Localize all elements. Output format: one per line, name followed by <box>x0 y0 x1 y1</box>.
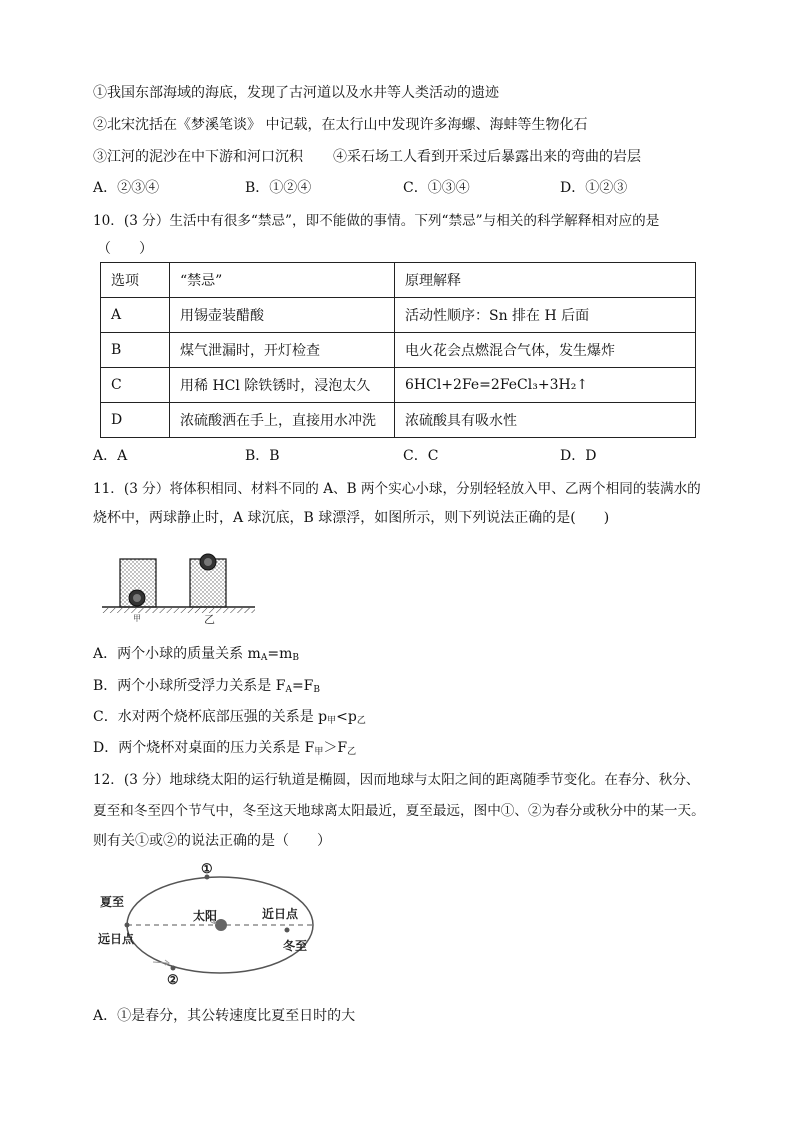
q11-beakers-figure <box>100 545 260 625</box>
q11-option-a-mid: =m <box>267 646 293 662</box>
table-header-cell: “禁忌” <box>170 263 395 298</box>
q11-option-a-sub2: B <box>292 653 299 663</box>
direction-arrow <box>153 962 167 963</box>
table-hatching <box>102 608 255 613</box>
q11-option-d-sub2: 乙 <box>347 747 357 757</box>
ball-b-highlight <box>204 558 212 566</box>
table-cell: 用稀 HCl 除铁锈时，浸泡太久 <box>170 368 395 403</box>
q10-stem: 10．(3 分）生活中有很多“禁忌”，即不能做的事情。下列“禁忌”与相关的科学解释相对应的是 <box>93 213 660 229</box>
q9-option-b[interactable]: B．①②④ <box>245 180 312 196</box>
q11-option-a-sub1: A <box>260 653 268 663</box>
q11-option-d-sub1: 甲 <box>314 747 324 757</box>
earth-position-aphelion <box>125 923 130 928</box>
q12-stem-line2: 夏至和冬至四个节气中，冬至这天地球离太阳最近，夏至最远，图中①、②为春分或秋分中的某一天。 <box>93 803 705 819</box>
table-cell: 煤气泄漏时，开灯检查 <box>170 333 395 368</box>
label-winter-solstice: 冬至 <box>283 939 308 953</box>
table-cell: 浓硫酸具有吸水性 <box>395 403 696 438</box>
q10-answer-blank: （ ） <box>97 241 153 257</box>
q11-option-b-mid: =F <box>291 678 314 694</box>
q10-option-d[interactable]: D．D <box>560 448 597 464</box>
q11-option-b-sub2: B <box>313 685 321 695</box>
q9-item-3: ③江河的泥沙在中下游和河口沉积 <box>93 149 303 165</box>
q11-option-d[interactable] <box>93 737 356 757</box>
q11-option-b-sub1: A <box>285 685 292 695</box>
label-two: ② <box>167 973 179 985</box>
table-row <box>101 368 696 403</box>
q11-option-a[interactable] <box>93 643 299 663</box>
ball-a-highlight <box>133 594 141 602</box>
label-aphelion: 远日点 <box>98 932 135 946</box>
label-perihelion: 近日点 <box>262 907 299 921</box>
label-sun: 太阳 <box>193 909 218 923</box>
table-header-cell: 原理解释 <box>395 263 696 298</box>
q11-option-c[interactable] <box>93 706 366 726</box>
q10-table <box>100 262 696 438</box>
q11-option-c-sub1: 甲 <box>327 716 337 726</box>
earth-position-2 <box>171 966 176 971</box>
table-cell: A <box>101 298 170 333</box>
q12-option-a[interactable]: A．①是春分，其公转速度比夏至日时的大 <box>93 1008 356 1024</box>
q11-option-a-text: A．两个小球的质量关系 m <box>93 646 261 662</box>
table-cell: B <box>101 333 170 368</box>
q10-option-c[interactable]: C．C <box>403 448 439 464</box>
q9-item-1: ①我国东部海域的海底，发现了古河道以及水井等人类活动的遗迹 <box>93 85 499 101</box>
table-cell: C <box>101 368 170 403</box>
q11-stem-line2: 烧杯中，两球静止时，A 球沉底，B 球漂浮，如图所示，则下列说法正确的是( ) <box>93 510 610 526</box>
q9-option-c[interactable]: C．①③④ <box>403 180 470 196</box>
q9-option-d[interactable]: D．①②③ <box>560 180 628 196</box>
table-row <box>101 298 696 333</box>
table-header-row <box>101 263 696 298</box>
table-header-cell: 选项 <box>101 263 170 298</box>
q9-option-a[interactable]: A．②③④ <box>93 180 160 196</box>
q11-option-d-text: D．两个烧杯对桌面的压力关系是 F <box>93 740 315 756</box>
q11-option-b-text: B．两个小球所受浮力关系是 F <box>93 678 286 694</box>
q10-option-a[interactable]: A．A <box>93 448 128 464</box>
table-cell: D <box>101 403 170 438</box>
label-jia: 甲 <box>133 614 141 623</box>
table-cell: 电火花会点燃混合气体，发生爆炸 <box>395 333 696 368</box>
q10-option-b[interactable]: B．B <box>245 448 280 464</box>
q11-option-d-mid: ＞F <box>323 740 348 756</box>
table-row <box>101 403 696 438</box>
table-cell: 用锡壶装醋酸 <box>170 298 395 333</box>
q11-option-c-sub2: 乙 <box>356 716 366 726</box>
label-one: ① <box>201 862 213 877</box>
q11-option-c-text: C．水对两个烧杯底部压强的关系是 p <box>93 709 328 725</box>
q12-stem-line1: 12．(3 分）地球绕太阳的运行轨道是椭圆，因而地球与太阳之间的距离随季节变化。在春分、秋分、 <box>93 772 700 788</box>
table-cell: 浓硫酸洒在手上，直接用水冲洗 <box>170 403 395 438</box>
label-yi: 乙 <box>204 613 215 625</box>
q9-item-2: ②北宋沈括在《梦溪笔谈》 中记载，在太行山中发现许多海螺、海蚌等生物化石 <box>93 117 588 133</box>
label-summer-solstice: 夏至 <box>100 895 125 909</box>
q11-option-c-mid: <p <box>336 709 357 725</box>
q9-item-4: ④采石场工人看到开采过后暴露出来的弯曲的岩层 <box>333 149 641 165</box>
q11-stem-line1: 11．(3 分）将体积相同、材料不同的 A、B 两个实心小球，分别轻轻放入甲、乙两个相同的装满水的 <box>93 481 701 497</box>
earth-position-winter <box>285 928 290 933</box>
q11-option-b[interactable] <box>93 675 320 695</box>
table-cell: 6HCl+2Fe=2FeCl₃+3H₂↑ <box>395 368 696 403</box>
q12-orbit-figure <box>95 860 335 985</box>
q12-stem-line3: 则有关①或②的说法正确的是（ ） <box>93 833 331 849</box>
table-cell: 活动性顺序：Sn 排在 H 后面 <box>395 298 696 333</box>
table-row <box>101 333 696 368</box>
